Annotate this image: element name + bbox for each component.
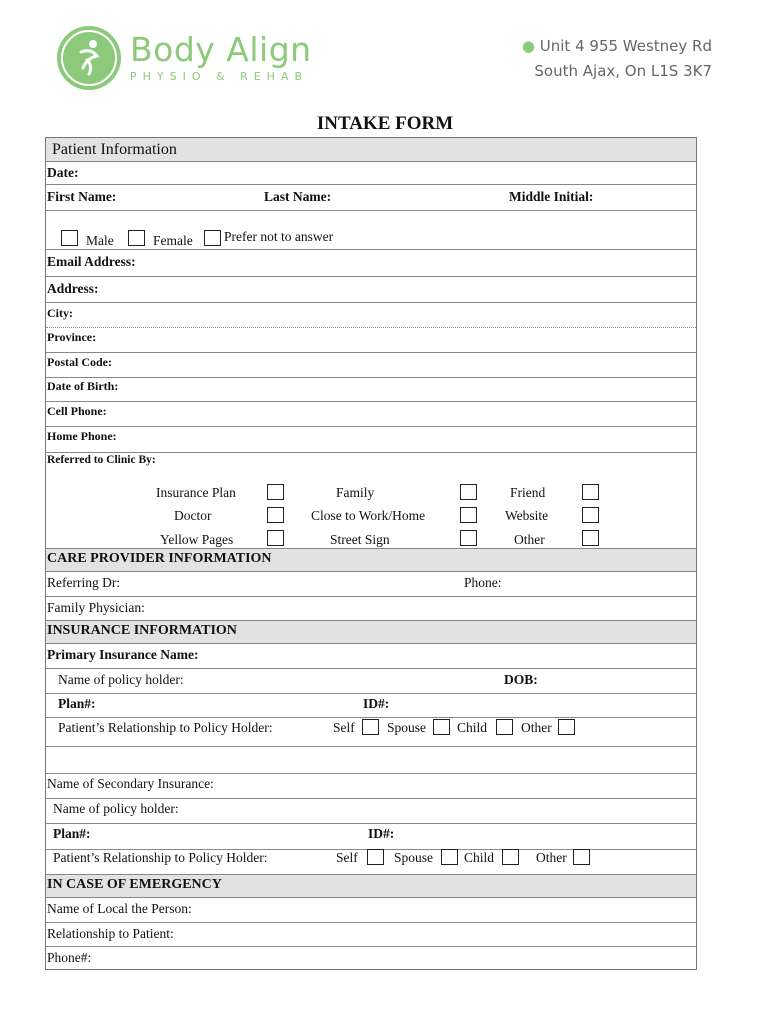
rel-other-checkbox[interactable]: [558, 719, 575, 735]
date-label[interactable]: Date:: [47, 165, 79, 180]
insurance-dob-label[interactable]: DOB:: [504, 672, 538, 687]
sec-rel-other-label: Other: [536, 850, 567, 865]
referral-doctor-checkbox[interactable]: [267, 507, 284, 523]
last-name-label[interactable]: Last Name:: [264, 189, 332, 204]
male-checkbox[interactable]: [61, 230, 78, 246]
family-physician-label[interactable]: Family Physician:: [47, 600, 145, 615]
referral-yellow-pages-label: Yellow Pages: [160, 532, 234, 547]
intake-form: [45, 137, 697, 970]
referral-website-checkbox[interactable]: [582, 507, 599, 523]
logo-icon: [57, 26, 121, 90]
location-pin-icon: ●: [521, 37, 535, 55]
primary-insurance-label[interactable]: Primary Insurance Name:: [47, 647, 199, 662]
sec-rel-spouse-label: Spouse: [394, 850, 434, 865]
rel-self-checkbox[interactable]: [362, 719, 379, 735]
policy-holder-label[interactable]: Name of policy holder:: [58, 672, 184, 687]
referring-dr-label[interactable]: Referring Dr:: [47, 575, 121, 590]
id-label[interactable]: ID#:: [363, 696, 390, 711]
referral-street-sign-checkbox[interactable]: [460, 530, 477, 546]
brand-subtitle: PHYSIO & REHAB: [130, 70, 309, 83]
care-provider-title: CARE PROVIDER INFORMATION: [47, 551, 272, 566]
insurance-title: INSURANCE INFORMATION: [47, 623, 237, 638]
sec-rel-other-checkbox[interactable]: [573, 849, 590, 865]
first-name-label[interactable]: First Name:: [47, 189, 117, 204]
prefer-not-checkbox[interactable]: [204, 230, 221, 246]
referral-family-checkbox[interactable]: [460, 484, 477, 500]
referral-friend-checkbox[interactable]: [582, 484, 599, 500]
sec-rel-spouse-checkbox[interactable]: [441, 849, 458, 865]
rel-child-label: Child: [457, 720, 488, 735]
care-phone-label[interactable]: Phone:: [464, 575, 502, 590]
emergency-phone-label[interactable]: Phone#:: [47, 950, 92, 965]
relationship-label: Patient’s Relationship to Policy Holder:: [58, 720, 273, 735]
sec-rel-child-label: Child: [464, 850, 495, 865]
city-label[interactable]: City:: [47, 306, 73, 320]
address-line-2: South Ajax, On L1S 3K7: [534, 62, 712, 80]
prefer-not-label: Prefer not to answer: [224, 229, 334, 244]
rel-self-label: Self: [333, 720, 355, 735]
email-label[interactable]: Email Address:: [47, 254, 136, 269]
plan-label[interactable]: Plan#:: [58, 696, 96, 711]
referral-yellow-pages-checkbox[interactable]: [267, 530, 284, 546]
form-title: INTAKE FORM: [316, 113, 454, 134]
referral-street-sign-label: Street Sign: [330, 532, 390, 547]
male-label: Male: [86, 233, 114, 248]
secondary-plan-label[interactable]: Plan#:: [53, 826, 91, 841]
sec-rel-child-checkbox[interactable]: [502, 849, 519, 865]
referral-friend-label: Friend: [510, 485, 546, 500]
sec-rel-self-label: Self: [336, 850, 358, 865]
local-person-label[interactable]: Name of Local the Person:: [47, 901, 192, 916]
rel-spouse-checkbox[interactable]: [433, 719, 450, 735]
address-line-1: ● Unit 4 955 Westney Rd: [521, 37, 712, 55]
referral-close-checkbox[interactable]: [460, 507, 477, 523]
rel-other-label: Other: [521, 720, 552, 735]
address-label[interactable]: Address:: [47, 281, 99, 296]
female-checkbox[interactable]: [128, 230, 145, 246]
secondary-id-label[interactable]: ID#:: [368, 826, 395, 841]
referral-insurance-label: Insurance Plan: [156, 485, 236, 500]
secondary-insurance-label[interactable]: Name of Secondary Insurance:: [47, 776, 214, 791]
rel-spouse-label: Spouse: [387, 720, 427, 735]
female-label: Female: [153, 233, 193, 248]
postal-code-label[interactable]: Postal Code:: [47, 355, 112, 369]
referred-by-label: Referred to Clinic By:: [47, 454, 156, 466]
emergency-relationship-label[interactable]: Relationship to Patient:: [47, 926, 174, 941]
emergency-title: IN CASE OF EMERGENCY: [47, 877, 222, 892]
secondary-relationship-label: Patient’s Relationship to Policy Holder:: [53, 850, 268, 865]
province-label[interactable]: Province:: [47, 330, 97, 344]
referral-website-label: Website: [505, 508, 549, 523]
cell-phone-label[interactable]: Cell Phone:: [47, 404, 107, 418]
rel-child-checkbox[interactable]: [496, 719, 513, 735]
patient-info-title: Patient Information: [52, 141, 177, 158]
referral-family-label: Family: [336, 485, 375, 500]
referral-close-label: Close to Work/Home: [311, 508, 426, 523]
referral-doctor-label: Doctor: [174, 508, 212, 523]
referral-other-label: Other: [514, 532, 545, 547]
secondary-policy-holder-label[interactable]: Name of policy holder:: [53, 801, 179, 816]
sec-rel-self-checkbox[interactable]: [367, 849, 384, 865]
dob-label[interactable]: Date of Birth:: [47, 379, 119, 393]
brand-name: Body Align: [130, 30, 312, 69]
middle-initial-label[interactable]: Middle Initial:: [509, 189, 594, 204]
referral-insurance-checkbox[interactable]: [267, 484, 284, 500]
home-phone-label[interactable]: Home Phone:: [47, 429, 117, 443]
referral-other-checkbox[interactable]: [582, 530, 599, 546]
